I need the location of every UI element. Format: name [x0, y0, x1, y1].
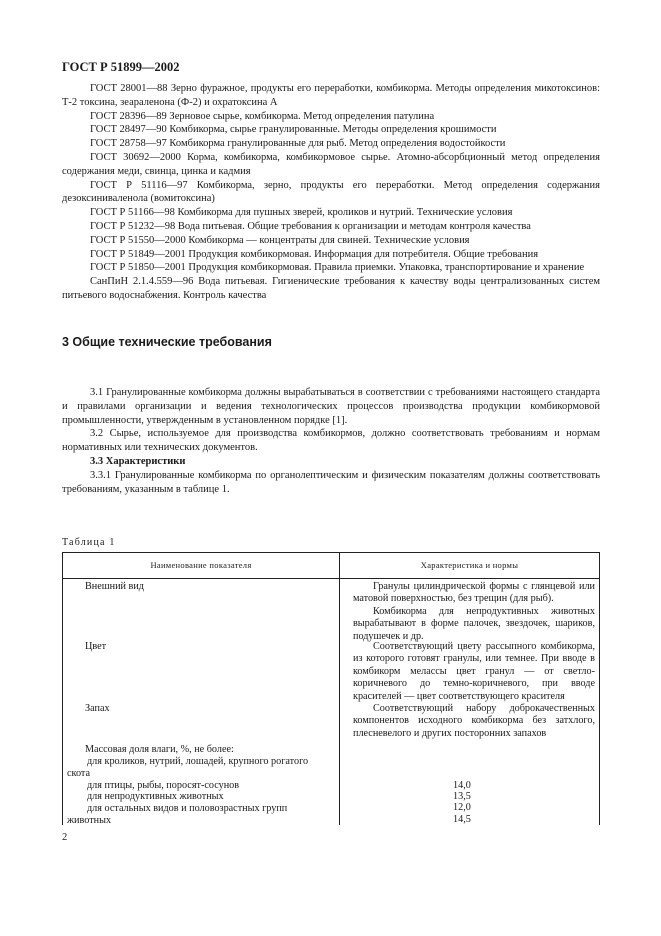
appearance-text: Комбикорма для непродуктивных животных вырабатывают в форме палочек, звездочек, шариков, подушечек и др. — [353, 605, 595, 642]
row-label-moisture: Массовая доля влаги, %, не более: — [85, 744, 234, 755]
moisture-row-label: для непродуктивных животных — [87, 791, 224, 802]
color-text: Соответствующий цвету рассыпного комбикорма, из которого готовят гранулы, или темнее. При вводе в комбикорм мелассы цвет гранул — от светло-коричневого до темно-коричневого, при вводе красителей — цвет соответствующего красителя — [353, 641, 595, 702]
moisture-row-value: 14,5 — [453, 814, 471, 825]
requirements-table — [62, 552, 600, 825]
column-header-norms: Характеристика и нормы — [420, 560, 519, 570]
column-divider — [339, 578, 340, 825]
reference-item: ГОСТ Р 51550—2000 Комбикорма — концентраты для свиней. Технические условия — [90, 234, 470, 246]
row-value-appearance — [353, 581, 595, 643]
row-value-smell — [353, 703, 595, 740]
reference-item: ГОСТ Р 51849—2001 Продукция комбикормовая. Информация для потребителя. Общие требования — [90, 248, 539, 260]
smell-text: Соответствующий набору доброкачественных компонентов исходного комбикорма без затхлого, плесневелого и других посторонних запахов — [353, 703, 595, 739]
moisture-row-label: для птицы, рыбы, поросят-сосунов — [87, 780, 240, 791]
appearance-text: Гранулы цилиндрической формы с глянцевой или матовой поверхностью, без трещин (для рыб). — [353, 581, 595, 605]
paragraph-3-1: 3.1 Гранулированные комбикорма должны вырабатываться в соответствии с требованиями настоящего стандарта и правилами организации и ведения технологических процессов производства продукции комбикормовой промышленности, утвержденным в установленном порядке [1]. — [62, 387, 600, 426]
paragraph-3-2: 3.2 Сырье, используемое для производства комбикормов, должно соответствовать требованиям и нормам нормативных или технических документов. — [62, 428, 600, 454]
table-header — [63, 553, 599, 579]
moisture-row-label: для остальных видов и половозрастных групп животных — [67, 803, 288, 827]
reference-item: СанПиН 2.1.4.559—96 Вода питьевая. Гигиенические требования к качеству воды централизованных систем питьевого водоснабжения. Контроль качества — [62, 276, 600, 301]
column-header-indicator: Наименование показателя — [63, 553, 340, 578]
row-label-smell: Запах — [85, 703, 110, 714]
reference-item: ГОСТ Р 51116—97 Комбикорма, зерно, продукты его переработки. Метод определения содержания дезоксиниваленола (вомитоксина) — [62, 179, 600, 205]
moisture-row-value: 12,0 — [453, 802, 471, 813]
reference-item: ГОСТ 28396—89 Зерновое сырье, комбикорма. Метод определения патулина — [90, 110, 435, 122]
moisture-row-value: 14,0 — [453, 780, 471, 791]
reference-item: ГОСТ 28497—90 Комбикорма, сырье гранулированные. Методы определения крошимости — [90, 124, 497, 136]
row-label-appearance: Внешний вид — [85, 581, 144, 592]
reference-item: ГОСТ Р 51232—98 Вода питьевая. Общие требования к организации и методам контроля качества — [90, 220, 531, 232]
section-body — [62, 386, 600, 496]
paragraph-3-3-1: 3.3.1 Гранулированные комбикорма по органолептическим и физическим показателям должны соответствовать требованиям, указанным в таблице 1. — [62, 469, 600, 495]
section-title: 3 Общие технические требования — [62, 335, 272, 349]
reference-item: ГОСТ Р 51850—2001 Продукция комбикормовая. Правила приемки. Упаковка, транспортирование и хранение — [90, 262, 585, 274]
row-value-color — [353, 641, 595, 703]
table-caption: Таблица 1 — [62, 537, 116, 548]
reference-item: ГОСТ Р 51166—98 Комбикорма для пушных зверей, кроликов и нутрий. Технические условия — [90, 207, 513, 219]
reference-item: ГОСТ 30692—2000 Корма, комбикорма, комбикормовое сырье. Атомно-абсорбционный метод определения содержания меди, свинца, цинка и кадмия — [62, 151, 600, 177]
moisture-row-value: 13,5 — [453, 791, 471, 802]
subsection-heading: 3.3 Характеристики — [90, 455, 186, 467]
page-number: 2 — [62, 832, 68, 843]
references-list — [62, 82, 600, 303]
reference-item: ГОСТ 28758—97 Комбикорма гранулированные для рыб. Метод определения водостойкости — [90, 138, 506, 150]
moisture-row-label: для кроликов, нутрий, лошадей, крупного рогатого скота — [67, 756, 309, 780]
document-header: ГОСТ Р 51899—2002 — [62, 60, 180, 74]
row-label-color: Цвет — [85, 641, 107, 652]
reference-item: ГОСТ 28001—88 Зерно фуражное, продукты его переработки, комбикорма. Методы определения микотоксинов: Т-2 токсина, зеараленона (Ф-2) и охратоксина А — [62, 83, 600, 108]
